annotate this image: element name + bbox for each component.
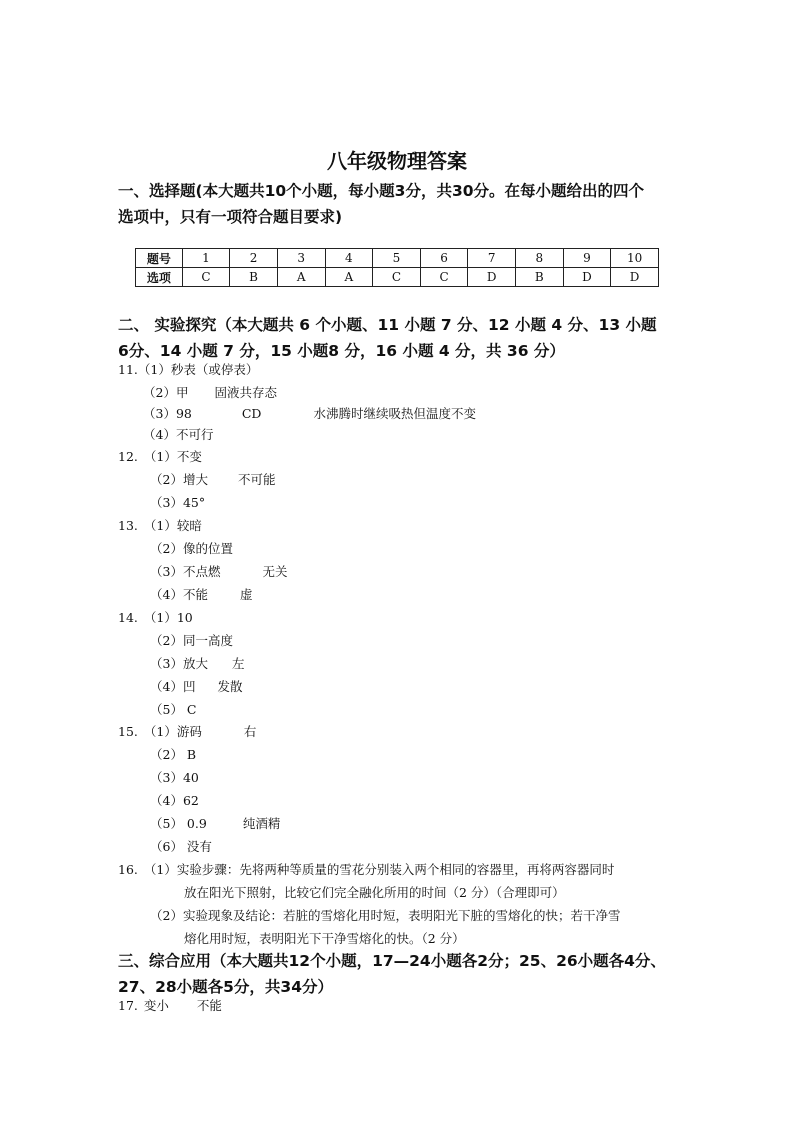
- q16-answer1-line2: 放在阳光下照射，比较它们完全融化所用的时间（2 分）（合理即可）: [184, 885, 565, 900]
- q13-line3: [150, 564, 287, 580]
- q14-answer4b: 发散: [217, 679, 243, 694]
- table-cell: B: [515, 268, 563, 287]
- q16-answer2-line1: （2）实验现象及结论：若脏的雪熔化用时短，表明阳光下脏的雪熔化的快；若干净雪: [150, 908, 621, 923]
- q12-answer1: （1）不变: [143, 449, 202, 464]
- q13-line2: [150, 541, 233, 557]
- q15-answer1b: 右: [243, 724, 257, 739]
- q11-answer4: （4）不可行: [143, 427, 214, 442]
- q11-answer3c: 水沸腾时继续吸热但温度不变: [313, 406, 476, 421]
- q15-line5: [150, 816, 280, 832]
- q11-number: 11.: [118, 362, 138, 377]
- q14-number: 14.: [118, 610, 138, 625]
- q14-answer5: （5） C: [150, 702, 197, 717]
- q12-answer2b: 不可能: [237, 472, 276, 487]
- q11-answer2a: （2）甲: [143, 385, 189, 400]
- q12-line2: [150, 472, 275, 488]
- q15-answer5a: （5） 0.9: [150, 816, 207, 831]
- q16-line2: [184, 885, 565, 901]
- q13-line1: [118, 518, 202, 534]
- table-cell: 4: [325, 249, 373, 268]
- q16-line3: [150, 908, 620, 924]
- q11-answer1: （1）秒表（或停表）: [137, 362, 259, 377]
- row-header-option: 选项: [136, 268, 183, 287]
- q14-answer1: （1）10: [143, 610, 193, 625]
- q17-number: 17.: [118, 998, 138, 1013]
- section2-line2: 6分、14 小题 7 分，15 小题8 分，16 小题 4 分，共 36 分）: [118, 342, 565, 360]
- q15-line3: [150, 770, 199, 786]
- table-row-numbers: [136, 249, 659, 268]
- q15-line1: [118, 724, 256, 740]
- table-cell: 7: [468, 249, 516, 268]
- row-header-number: 题号: [136, 249, 183, 268]
- table-cell: 1: [182, 249, 230, 268]
- q13-number: 13.: [118, 518, 138, 533]
- q11-line2: [143, 385, 277, 401]
- section2-line1: 二、 实验探究（本大题共 6 个小题、11 小题 7 分、12 小题 4 分、13 小题: [118, 316, 657, 334]
- table-cell: 9: [563, 249, 611, 268]
- q13-answer3b: 无关: [262, 564, 288, 579]
- table-cell: A: [277, 268, 325, 287]
- q12-answer3: （3）45°: [150, 495, 206, 510]
- q17-answer2: 不能: [196, 998, 222, 1013]
- q14-answer4a: （4）凹: [150, 679, 196, 694]
- table-cell: A: [325, 268, 373, 287]
- q14-line2: [150, 633, 233, 649]
- table-cell: 6: [420, 249, 468, 268]
- table-cell: C: [420, 268, 468, 287]
- q13-answer4b: 虚: [239, 587, 253, 602]
- q16-line1: [118, 862, 614, 878]
- q15-answer5b: 纯酒精: [242, 816, 281, 831]
- table-cell: D: [468, 268, 516, 287]
- q13-line4: [150, 587, 252, 603]
- q14-line4: [150, 679, 242, 695]
- q11-line4: [143, 427, 213, 443]
- q15-answer4: （4）62: [150, 793, 199, 808]
- section1-line2: 选项中，只有一项符合题目要求): [118, 208, 343, 226]
- q15-line4: [150, 793, 199, 809]
- q16-answer1-line1: （1）实验步骤：先将两种等质量的雪花分别装入两个相同的容器里，再将两容器同时: [143, 862, 615, 877]
- q14-line3: [150, 656, 244, 672]
- q15-line2: [150, 747, 196, 763]
- q12-line1: [118, 449, 202, 465]
- q13-answer4a: （4）不能: [150, 587, 208, 602]
- q16-number: 16.: [118, 862, 138, 877]
- q15-answer1a: （1）游码: [143, 724, 202, 739]
- section3-line2: 27、28小题各5分，共34分）: [118, 978, 333, 996]
- table-cell: 8: [515, 249, 563, 268]
- q13-answer3a: （3）不点燃: [150, 564, 221, 579]
- q15-answer3: （3）40: [150, 770, 199, 785]
- table-cell: B: [230, 268, 278, 287]
- table-cell: C: [182, 268, 230, 287]
- section1-heading: [118, 178, 678, 230]
- q11-line3: [143, 406, 476, 422]
- q15-answer2: （2） B: [150, 747, 197, 762]
- q14-line5: [150, 702, 197, 718]
- q11-answer3b: CD: [241, 406, 262, 421]
- q12-line3: [150, 495, 205, 511]
- table-cell: 2: [230, 249, 278, 268]
- q17-answer1: 变小: [143, 998, 169, 1013]
- page-title: 八年级物理答案: [327, 149, 467, 173]
- q15-answer6: （6） 没有: [150, 839, 212, 854]
- q11-answer2b: 固液共存态: [214, 385, 277, 400]
- answer-table: [135, 248, 659, 287]
- q13-answer1: （1）较暗: [143, 518, 202, 533]
- q11-line1: [118, 362, 258, 378]
- q16-answer2-line2: 熔化用时短，表明阳光下干净雪熔化的快。（2 分）: [184, 931, 465, 946]
- table-row-answers: [136, 268, 659, 287]
- section3-line1: 三、综合应用（本大题共12个小题，17—24小题各2分；25、26小题各4分、: [118, 952, 666, 970]
- q14-line1: [118, 610, 193, 626]
- q11-answer3a: （3）98: [143, 406, 192, 421]
- table-cell: 10: [611, 249, 659, 268]
- table-cell: 3: [277, 249, 325, 268]
- q14-answer3a: （3）放大: [150, 656, 208, 671]
- q12-number: 12.: [118, 449, 138, 464]
- table-cell: D: [611, 268, 659, 287]
- q15-number: 15.: [118, 724, 138, 739]
- section1-line1: 一、选择题(本大题共10个小题，每小题3分，共30分。在每小题给出的四个: [118, 182, 645, 200]
- q14-answer2: （2）同一高度: [150, 633, 233, 648]
- q13-answer2: （2）像的位置: [150, 541, 233, 556]
- q12-answer2a: （2）增大: [150, 472, 208, 487]
- table-cell: 5: [373, 249, 421, 268]
- q15-line6: [150, 839, 212, 855]
- table-cell: D: [563, 268, 611, 287]
- table-cell: C: [373, 268, 421, 287]
- section2-heading: [118, 312, 678, 364]
- q14-answer3b: 左: [231, 656, 245, 671]
- q17-line1: [118, 998, 222, 1014]
- q16-line4: [184, 931, 465, 947]
- section3-heading: [118, 948, 678, 1000]
